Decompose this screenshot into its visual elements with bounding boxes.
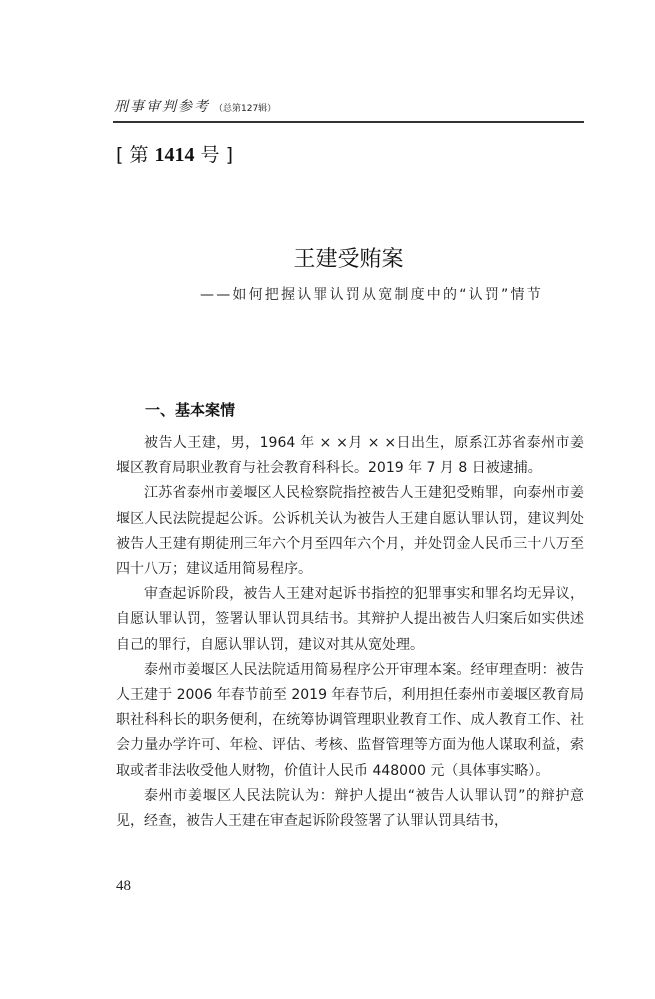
case-title: 王建受贿案 [293,247,404,272]
page-number: 48 [116,878,131,894]
case-number [116,140,233,167]
case-number-prefix: [ 第 [116,144,155,166]
case-number-value: 1414 [154,144,195,166]
paragraph: 被告人王建，男，1964 年 × ×月 × ×日出生，原系江苏省泰州市姜堰区教育局职业教育与社会教育科科长。2019 年 7 月 8 日被逮捕。 [116,435,584,477]
journal-title: 刑事审判参考 [114,99,210,115]
paragraph: 审查起诉阶段，被告人王建对起诉书指控的犯罪事实和罪名均无异议，自愿认罪认罚，签署认罪认罚具结书。其辩护人提出被告人归案后如实供述自己的罪行，自愿认罪认罚，建议对其从宽处理。 [116,586,584,653]
section-heading: 一、基本案情 [145,401,236,419]
paragraph: 泰州市姜堰区人民法院适用简易程序公开审理本案。经审理查明：被告人王建于 2006 年春节前至 2019 年春节后，利用担任泰州市姜堰区教育局职社科科长的职务便利，在统筹协调管理职业教育工作、成人教育工作、社会力量办学许可、年检、评估、考核、监督管理等方面为他人谋取利益，索取或者非法收受他人财物，价值计人民币 448000 元（具体事实略）。 [116,661,584,779]
header-rule [113,121,584,123]
volume-label: （总第127辑） [214,104,277,114]
paragraph: 江苏省泰州市姜堰区人民检察院指控被告人王建犯受贿罪，向泰州市姜堰区人民法院提起公诉。公诉机关认为被告人王建自愿认罪认罚，建议判处被告人王建有期徒刑三年六个月至四年六个月，并处罚金人民币三十八万至四十八万；建议适用简易程序。 [116,485,584,578]
case-subtitle: ——如何把握认罪认罚从宽制度中的“认罚”情节 [200,287,543,303]
paragraph: 泰州市姜堰区人民法院认为：辩护人提出“被告人认罪认罚”的辩护意见，经查，被告人王建在审查起诉阶段签署了认罪认罚具结书， [116,787,584,830]
case-number-suffix: 号 ] [194,144,233,166]
running-head [114,96,584,120]
body-text [116,431,584,834]
